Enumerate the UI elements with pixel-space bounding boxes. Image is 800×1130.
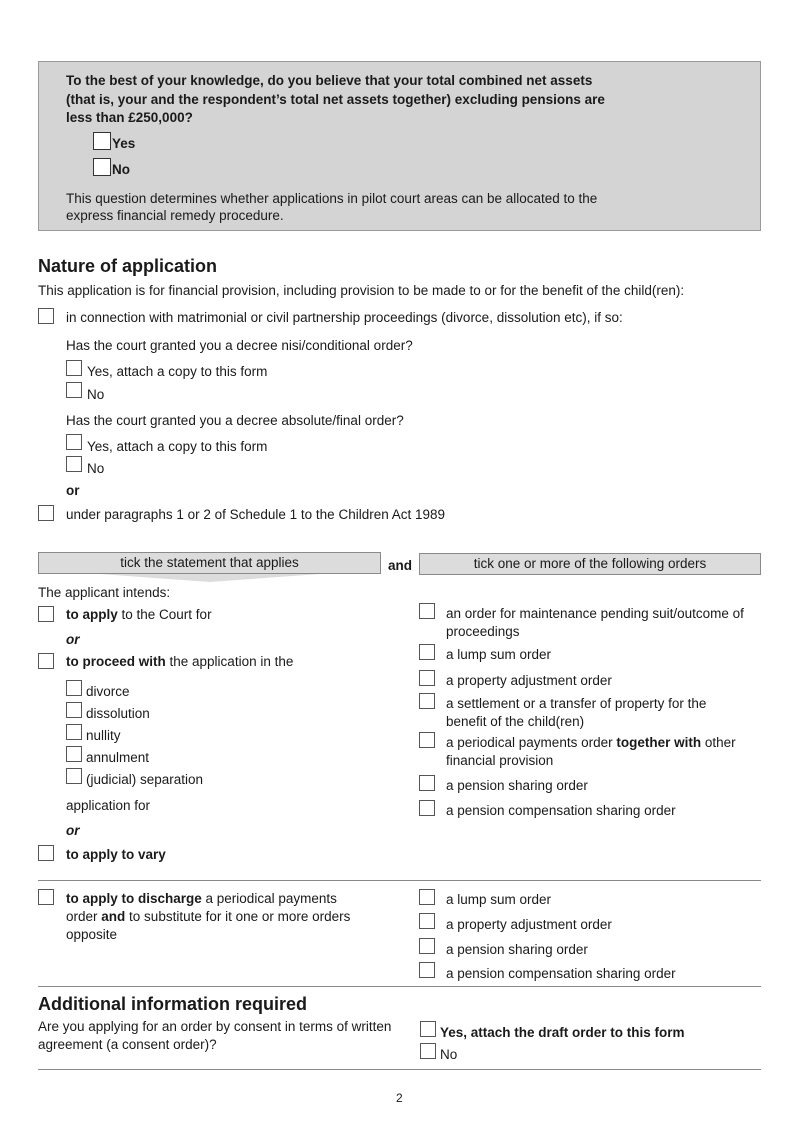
discharge-pension-compensation-label: a pension compensation sharing order	[446, 966, 676, 981]
nisi-yes-label: Yes, attach a copy to this form	[87, 364, 268, 379]
divorce-label: divorce	[86, 684, 130, 699]
discharge-line2-pre: order	[66, 909, 102, 924]
divorce-checkbox[interactable]	[66, 680, 82, 696]
discharge-property-label: a property adjustment order	[446, 917, 612, 932]
applicant-intends: The applicant intends:	[38, 585, 171, 600]
absolute-yes-label: Yes, attach a copy to this form	[87, 439, 268, 454]
net-assets-question-line1: To the best of your knowledge, do you believe that your total combined net assets	[66, 73, 593, 88]
annulment-checkbox[interactable]	[66, 746, 82, 762]
net-assets-yes-label: Yes	[112, 136, 136, 151]
settlement-checkbox[interactable]	[419, 693, 435, 709]
absolute-question: Has the court granted you a decree absolute/final order?	[66, 413, 404, 428]
discharge-property-checkbox[interactable]	[419, 913, 435, 929]
nature-heading: Nature of application	[38, 256, 218, 276]
apply-rest: to the Court for	[117, 607, 212, 622]
discharge-rest: a periodical payments	[201, 891, 337, 906]
discharge-lump-sum-label: a lump sum order	[446, 892, 552, 907]
discharge-pension-sharing-checkbox[interactable]	[419, 938, 435, 954]
additional-heading: Additional information required	[38, 994, 307, 1014]
discharge-line2-post: to substitute for it one or more orders	[125, 909, 351, 924]
children-act-checkbox[interactable]	[38, 505, 54, 521]
lump-sum-checkbox[interactable]	[419, 644, 435, 660]
periodical-line1	[446, 734, 736, 752]
net-assets-yes-checkbox[interactable]	[93, 132, 111, 150]
vary-checkbox[interactable]	[38, 845, 54, 861]
dissolution-label: dissolution	[86, 706, 150, 721]
discharge-checkbox[interactable]	[38, 889, 54, 905]
separation-label: (judicial) separation	[86, 772, 204, 787]
banner-orders: tick one or more of the following orders	[419, 553, 761, 575]
page-number: 2	[396, 1091, 403, 1105]
annulment-label: annulment	[86, 750, 150, 765]
pension-sharing-checkbox[interactable]	[419, 775, 435, 791]
periodical-post: other	[701, 735, 736, 750]
consent-question-line2: agreement (a consent order)?	[38, 1037, 217, 1052]
discharge-line2	[66, 908, 350, 926]
or-label: or	[66, 483, 80, 498]
lump-sum-label: a lump sum order	[446, 647, 552, 662]
pension-sharing-label: a pension sharing order	[446, 778, 588, 793]
consent-no-label: No	[440, 1047, 458, 1062]
matrimonial-label: in connection with matrimonial or civil partnership proceedings (divorce, dissolution etc), if so:	[66, 310, 623, 325]
absolute-no-checkbox[interactable]	[66, 456, 82, 472]
net-assets-question-line2: (that is, your and the respondent’s total net assets together) excluding pensions are	[66, 92, 605, 107]
matrimonial-checkbox[interactable]	[38, 308, 54, 324]
net-assets-note-line1: This question determines whether applications in pilot court areas can be allocated to the	[66, 191, 598, 206]
section-divider-2	[38, 986, 761, 987]
discharge-bold: to apply to discharge	[66, 891, 202, 906]
banner-and: and	[388, 558, 413, 573]
periodical-pre: a periodical payments order	[446, 735, 617, 750]
settlement-line2: benefit of the child(ren)	[446, 714, 585, 729]
net-assets-no-label: No	[112, 162, 130, 177]
periodical-bold: together with	[616, 735, 702, 750]
consent-no-checkbox[interactable]	[420, 1043, 436, 1059]
banner-statement: tick the statement that applies	[38, 552, 381, 574]
periodical-checkbox[interactable]	[419, 732, 435, 748]
application-for: application for	[66, 798, 151, 813]
property-adjustment-checkbox[interactable]	[419, 670, 435, 686]
net-assets-no-checkbox[interactable]	[93, 158, 111, 176]
nisi-question: Has the court granted you a decree nisi/conditional order?	[66, 338, 413, 353]
discharge-line2-bold: and	[101, 909, 126, 924]
discharge-pension-compensation-checkbox[interactable]	[419, 962, 435, 978]
apply-checkbox[interactable]	[38, 606, 54, 622]
discharge-line3: opposite	[66, 927, 118, 942]
consent-yes-label: Yes, attach the draft order to this form	[440, 1025, 685, 1040]
settlement-line1: a settlement or a transfer of property for the	[446, 696, 707, 711]
section-divider-3	[38, 1069, 761, 1070]
consent-question-line1: Are you applying for an order by consent in terms of written	[38, 1019, 392, 1034]
discharge-pension-sharing-label: a pension sharing order	[446, 942, 588, 957]
net-assets-question-line3: less than £250,000?	[66, 110, 193, 125]
maintenance-line1: an order for maintenance pending suit/outcome of	[446, 606, 744, 621]
nisi-yes-checkbox[interactable]	[66, 360, 82, 376]
maintenance-line2: proceedings	[446, 624, 520, 639]
net-assets-note-line2: express financial remedy procedure.	[66, 208, 284, 223]
children-act-label: under paragraphs 1 or 2 of Schedule 1 to the Children Act 1989	[66, 507, 446, 522]
maintenance-checkbox[interactable]	[419, 603, 435, 619]
section-divider-1	[38, 880, 761, 881]
proceed-rest: the application in the	[165, 654, 294, 669]
pension-compensation-label: a pension compensation sharing order	[446, 803, 676, 818]
nisi-no-checkbox[interactable]	[66, 382, 82, 398]
or-label-2: or	[66, 823, 80, 838]
nullity-label: nullity	[86, 728, 121, 743]
apply-statement	[66, 606, 212, 624]
nullity-checkbox[interactable]	[66, 724, 82, 740]
pension-compensation-checkbox[interactable]	[419, 800, 435, 816]
nisi-no-label: No	[87, 387, 105, 402]
absolute-no-label: No	[87, 461, 105, 476]
periodical-line2: financial provision	[446, 753, 554, 768]
or-label-1: or	[66, 632, 80, 647]
discharge-line1	[66, 890, 337, 908]
separation-checkbox[interactable]	[66, 768, 82, 784]
vary-label: to apply to vary	[66, 847, 166, 862]
proceed-checkbox[interactable]	[38, 653, 54, 669]
consent-yes-checkbox[interactable]	[420, 1021, 436, 1037]
proceed-statement	[66, 653, 293, 671]
property-adjustment-label: a property adjustment order	[446, 673, 612, 688]
dissolution-checkbox[interactable]	[66, 702, 82, 718]
apply-bold: to apply	[66, 607, 118, 622]
absolute-yes-checkbox[interactable]	[66, 434, 82, 450]
discharge-lump-sum-checkbox[interactable]	[419, 889, 435, 905]
proceed-bold: to proceed with	[66, 654, 166, 669]
nature-intro: This application is for financial provision, including provision to be made to or for the benefit of the child(ren):	[38, 283, 685, 298]
